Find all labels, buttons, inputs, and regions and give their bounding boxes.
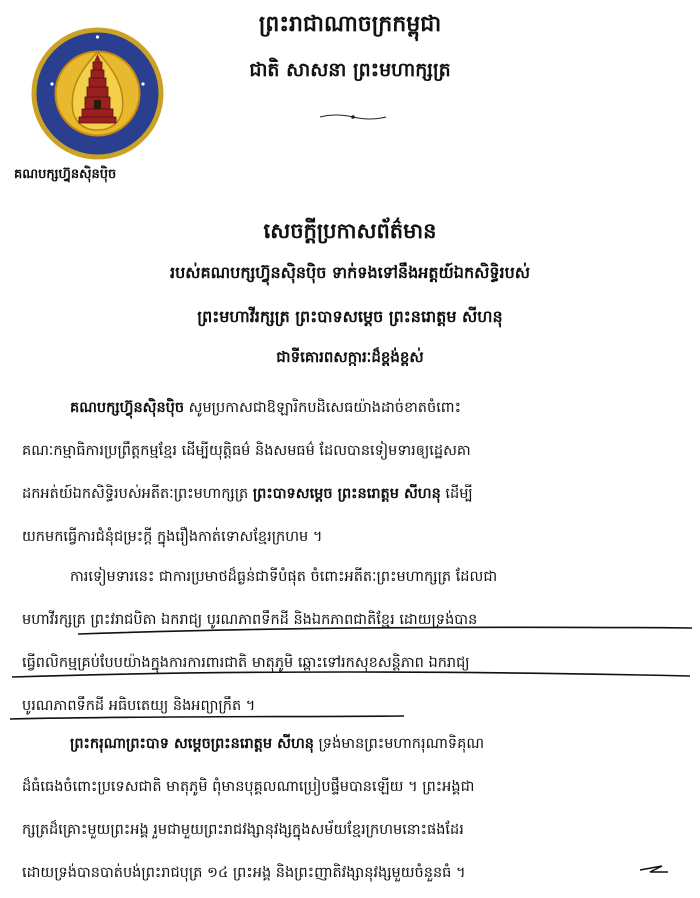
document-title: សេចក្តីប្រកាសព័ត៌មាន bbox=[263, 219, 437, 243]
paragraph-1-line-1: គណបក្សហ៊្វុនស៊ិនប៉ិច សូមប្រកាសជាឱឡារិកបដិសេធយ៉ាងដាច់ខាតចំពោះ bbox=[70, 400, 461, 416]
paragraph-2-line-3: ធ្វើពលិកម្មគ្រប់បែបយ៉ាងក្នុងការការពារជាតិ មាតុភូមិ ឆ្ពោះទៅរកសុខសន្តិភាព ឯករាជ្យ bbox=[22, 655, 470, 671]
king-name-bold: ព្រះបាទសម្តេច ព្រះនរោត្តម សីហនុ bbox=[252, 486, 441, 502]
paragraph-2-line-4: បូរណភាពទឹកដី អធិបតេយ្យ និងអព្យាក្រឹត ។ bbox=[22, 698, 256, 714]
paragraph-2-line-2: មហាវីរក្សត្រ ព្រះវរាជបិតា ឯករាជ្យ បូរណភាពទឹកដី និងឯកភាពជាតិខ្មែរ ដោយទ្រង់បាន bbox=[22, 612, 478, 628]
paragraph-3-line-1: ព្រះករុណាព្រះបាទ សម្តេចព្រះនរោត្តម សីហនុ ទ្រង់មានព្រះមហាករុណាទិគុណ bbox=[70, 736, 485, 752]
paragraph-1-line-2: គណៈកម្មាធិការប្រព្រឹត្តកម្មខ្មែរ ដើម្បីយុត្តិធម៌ និងសមធម៌ ដែលបានទៀមទារឲ្យដ្ឋេសគា bbox=[22, 443, 471, 459]
party-name: គណបក្សហ្វ៊ុនស៊ិនប៉ិច bbox=[14, 167, 117, 182]
subtitle-line-1: របស់គណបក្សហ៊្វុនស៊ិនប៉ិច ទាក់ទងទៅនឹងអត្តយ៍ឯកសិទ្ធិរបស់ bbox=[170, 263, 530, 282]
party-name-bold: គណបក្សហ៊្វុនស៊ិនប៉ិច bbox=[70, 400, 185, 416]
national-motto: ជាតិ សាសនា ព្រះមហាក្សត្រ bbox=[249, 59, 451, 81]
paragraph-3-line-4: ដោយទ្រង់បានបាត់បង់ព្រះរាជបុត្រ ១៤ ព្រះអង្គ និងព្រះញាតិវង្សានុវង្សមួយចំនួនធំ ។ bbox=[22, 865, 466, 881]
kingdom-heading: ព្រះរាជាណាចក្រកម្ពុជា bbox=[258, 12, 442, 37]
paragraph-3 bbox=[22, 723, 682, 895]
subtitle-line-2: ព្រះមហាវីរក្សត្រ ព្រះបាទសម្តេច ព្រះនរោត្តម សីហនុ bbox=[197, 307, 503, 326]
header-ornament bbox=[318, 112, 388, 122]
paragraph-1 bbox=[22, 387, 682, 559]
paragraph-2-line-1: ការទៀមទារនេះ ជាការប្រមាថដ៏ធ្ងន់ជាទីបំផុត ចំពោះអតីតៈព្រះមហាក្សត្រ ដែលជា bbox=[70, 569, 498, 585]
paragraph-1-line-4: យកមកធ្វើការជំនុំជម្រះក្តី ក្នុងរឿងកាត់ទោសខ្មែរក្រហម ។ bbox=[22, 529, 323, 545]
king-title-bold: ព្រះករុណាព្រះបាទ សម្តេចព្រះនរោត្តម សីហនុ bbox=[70, 736, 314, 752]
paragraph-3-line-3: ក្សត្រដ៏គ្រោះមួយព្រះអង្គ រួមជាមួយព្រះរាជវង្សានុវង្សក្នុងសម័យខ្មែរក្រហមនោះផងដែរ bbox=[22, 822, 464, 838]
paragraph-1-line-3: ដកអត់យ៍ឯកសិទ្ធិរបស់អតីតៈព្រះមហាក្សត្រ ព្រះបាទសម្តេច ព្រះនរោត្តម សីហនុ ដើម្បី bbox=[22, 486, 473, 502]
party-logo bbox=[30, 26, 165, 161]
paragraph-3-line-2: ដ៏ធំធេងចំពោះប្រទេសជាតិ មាតុភូមិ ពុំមានបុគ្គលណាប្រៀបផ្ទឹមបានឡើយ ។ ព្រះអង្គជា bbox=[22, 779, 475, 795]
subtitle-line-3: ជាទីគោរពសក្ការៈដ៏ខ្ពង់ខ្ពស់ bbox=[276, 348, 424, 366]
paragraph-2 bbox=[22, 556, 682, 728]
